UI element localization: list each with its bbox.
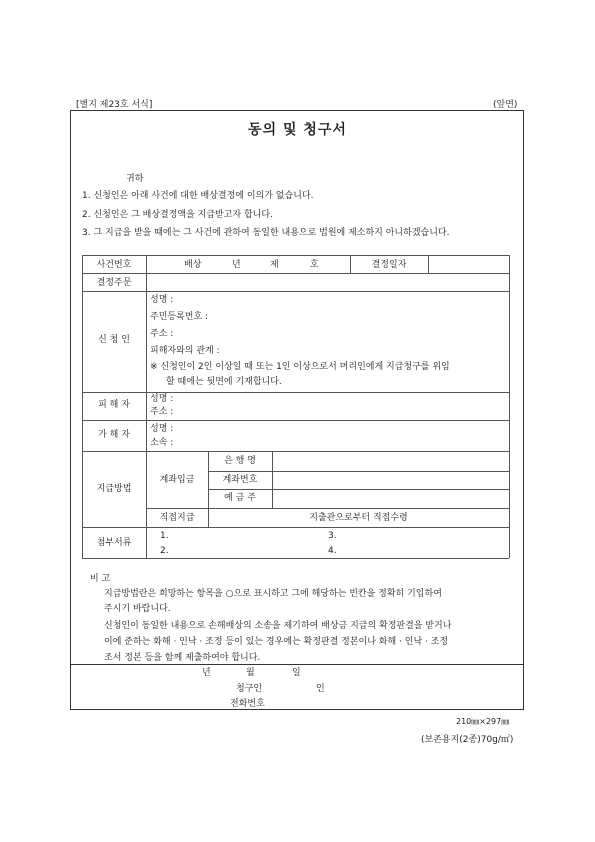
applicant-note-line-1: ※ 신청인이 2인 이상일 때 또는 1인 이상으로서 머리인에게 지급청구를 위임 xyxy=(150,362,450,372)
depositor-label: 예 금 주 xyxy=(224,493,256,503)
date-year-label: 년 xyxy=(202,668,211,678)
case-number-label: 사건번호 xyxy=(96,260,132,270)
seal-label: 인 xyxy=(316,684,325,694)
case-number-part-4: 호 xyxy=(310,260,319,270)
document-title: 동의 및 청구서 xyxy=(248,122,347,138)
case-number-part-1: 배상 xyxy=(184,260,202,270)
attachment-item-2: 2. xyxy=(160,546,169,556)
account-deposit-label: 계좌입금 xyxy=(159,475,195,485)
applicant-note-line-2: 할 때에는 뒷면에 기재합니다. xyxy=(166,377,282,387)
statement-2: 2. 신청인은 그 배상결정액을 지급받고자 합니다. xyxy=(82,210,273,220)
remarks-p2-line-1: 신청인이 동일한 내용으로 손해배상의 소송을 제기하여 배상금 지급의 확정판결을 받거나 xyxy=(104,621,452,631)
statement-1: 1. 신청인은 아래 사건에 대한 배상결정에 이의가 없습니다. xyxy=(82,191,314,201)
signature-divider xyxy=(70,664,524,665)
recipient-label: 귀하 xyxy=(126,174,144,184)
victim-address-field: 주소 : xyxy=(150,407,174,417)
applicant-label: 신 청 인 xyxy=(98,335,130,345)
direct-payment-text: 지출관으로부터 직접수령 xyxy=(309,513,408,523)
claimant-label: 청구인 xyxy=(236,684,263,694)
attachment-item-4: 4. xyxy=(328,546,337,556)
attachment-item-1: 1. xyxy=(160,531,169,541)
statement-3: 3. 그 지급을 받을 때에는 그 사건에 관하여 동일한 내용으로 법원에 제소하지 아니하겠습니다. xyxy=(82,228,450,238)
account-number-label: 계좌번호 xyxy=(222,475,258,485)
applicant-relation-field: 피해자와의 관계 : xyxy=(150,346,220,356)
phone-label: 전화번호 xyxy=(230,699,265,709)
offender-affiliation-field: 소속 : xyxy=(150,438,174,448)
date-day-label: 일 xyxy=(292,668,301,678)
case-number-part-3: 제 xyxy=(270,260,279,270)
remarks-p2-line-3: 조서 정본 등을 함께 제출하여야 합니다. xyxy=(104,653,261,663)
remarks-p1-line-2: 주시기 바랍니다. xyxy=(104,604,171,614)
offender-label: 가 해 자 xyxy=(98,430,130,440)
attachments-label: 첨부서류 xyxy=(96,538,132,548)
payment-method-label: 지급방법 xyxy=(96,484,132,494)
victim-name-field: 성명 : xyxy=(150,394,174,404)
decision-date-label: 결정일자 xyxy=(371,260,407,270)
applicant-address-field: 주소 : xyxy=(150,329,174,339)
date-month-label: 월 xyxy=(246,668,255,678)
victim-label: 피 해 자 xyxy=(98,400,130,410)
offender-name-field: 성명 : xyxy=(150,424,174,434)
applicant-name-field: 성명 : xyxy=(150,295,174,305)
decision-order-label: 결정주문 xyxy=(96,278,132,288)
case-number-part-2: 년 xyxy=(232,260,241,270)
attachment-item-3: 3. xyxy=(328,531,337,541)
paper-type-label: (보존용지(2종)70g/㎡) xyxy=(421,735,514,745)
remarks-p1-line-1: 지급방법란은 희망하는 항목을 ○으로 표시하고 그에 해당하는 빈칸을 정확히 기입하여 xyxy=(104,589,442,599)
form-number-label: [별지 제23호 서식] xyxy=(76,100,153,110)
page-side-label: (앞면) xyxy=(493,100,518,110)
bank-name-label: 은 행 명 xyxy=(224,456,256,466)
remarks-p2-line-2: 이에 준하는 화해 · 인낙 · 조정 등이 있는 경우에는 확정판결 정본이나 화해 · 인낙 · 조정 xyxy=(104,637,449,647)
remarks-heading: 비 고 xyxy=(90,574,111,584)
paper-size-label: 210㎜×297㎜ xyxy=(456,717,510,726)
applicant-id-field: 주민등록번호 : xyxy=(150,312,209,322)
direct-payment-label: 직접지급 xyxy=(159,513,195,523)
